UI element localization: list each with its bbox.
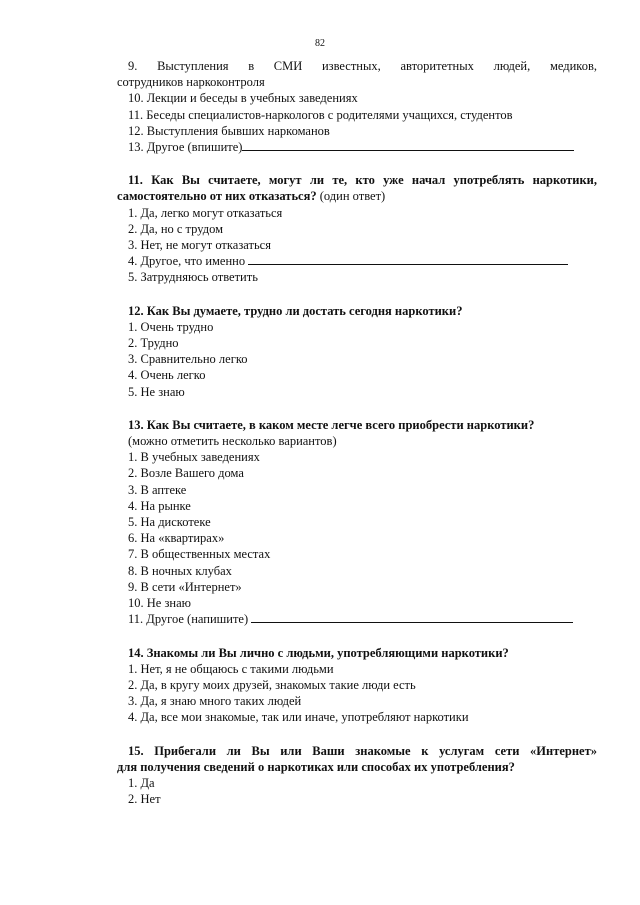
q13-option-2[interactable]: 2. Возле Вашего дома <box>128 466 244 481</box>
q15-option-1[interactable]: 1. Да <box>128 775 155 790</box>
question-15 <box>117 743 597 775</box>
write-in-line[interactable] <box>242 139 574 151</box>
q13-option-10[interactable]: 10. Не знаю <box>128 596 191 611</box>
question-15-line1: 15. Прибегали ли Вы или Ваши знакомые к услугам сети «Интернет» <box>128 743 597 758</box>
q12-option-3[interactable]: 3. Сравнительно легко <box>128 352 248 367</box>
q12-option-5[interactable]: 5. Не знаю <box>128 384 185 399</box>
q11-option-4-label: 4. Другое, что именно <box>128 254 246 269</box>
q13-option-7[interactable]: 7. В общественных местах <box>128 547 271 562</box>
q11-option-5[interactable]: 5. Затрудняюсь ответить <box>128 270 258 285</box>
question-15-line2: для получения сведений о наркотиках или способах их употребления? <box>117 759 515 774</box>
question-14-title: 14. Знакомы ли Вы лично с людьми, употребляющими наркотики? <box>128 645 509 660</box>
question-11-line2 <box>117 188 597 204</box>
q11-option-4[interactable] <box>117 253 597 269</box>
q14-option-1[interactable]: 1. Нет, я не общаюсь с такими людьми <box>128 661 334 676</box>
q14-option-3[interactable]: 3. Да, я знаю много таких людей <box>128 694 302 709</box>
q13-option-6[interactable]: 6. На «квартирах» <box>128 531 225 546</box>
question-12-title: 12. Как Вы думаете, трудно ли достать сегодня наркотики? <box>128 303 463 318</box>
question-11-line1: 11. Как Вы считаете, могут ли те, кто уже начал употреблять наркотики, <box>128 173 597 188</box>
intro-item-11: 11. Беседы специалистов-наркологов с родителями учащихся, студентов <box>128 107 513 122</box>
page-number: 82 <box>315 38 325 49</box>
q12-option-1[interactable]: 1. Очень трудно <box>128 319 214 334</box>
q14-option-2[interactable]: 2. Да, в кругу моих друзей, знакомых такие люди есть <box>128 677 416 692</box>
q13-option-8[interactable]: 8. В ночных клубах <box>128 563 232 578</box>
q14-option-4[interactable]: 4. Да, все мои знакомые, так или иначе, употребляют наркотики <box>128 710 469 725</box>
intro-item-13-label: 13. Другое (впишите) <box>128 140 243 155</box>
question-13-title: 13. Как Вы считаете, в каком месте легче всего приобрести наркотики? <box>128 417 535 432</box>
q12-option-4[interactable]: 4. Очень легко <box>128 368 206 383</box>
write-in-line[interactable] <box>248 253 568 265</box>
q13-option-4[interactable]: 4. На рынке <box>128 498 191 513</box>
q13-option-5[interactable]: 5. На дискотеке <box>128 515 211 530</box>
question-13-note: (можно отметить несколько вариантов) <box>128 434 337 449</box>
question-11-line2-text: самостоятельно от них отказаться? <box>117 189 317 204</box>
question-11-note: (один ответ) <box>319 189 386 204</box>
q15-option-2[interactable]: 2. Нет <box>128 792 161 807</box>
intro-item-9-line1: 9. Выступления в СМИ известных, авторитетных людей, медиков, <box>128 59 597 73</box>
q13-option-11-label: 11. Другое (напишите) <box>128 612 249 627</box>
intro-item-12: 12. Выступления бывших наркоманов <box>128 123 330 138</box>
q11-option-2[interactable]: 2. Да, но с трудом <box>128 221 224 236</box>
q13-option-9[interactable]: 9. В сети «Интернет» <box>128 579 242 594</box>
intro-item-10: 10. Лекции и беседы в учебных заведениях <box>128 91 358 106</box>
question-11 <box>117 172 597 204</box>
intro-item-9-line2: сотрудников наркоконтроля <box>117 75 265 90</box>
questionnaire-page <box>117 58 597 807</box>
q11-option-3[interactable]: 3. Нет, не могут отказаться <box>128 238 271 253</box>
q13-option-11[interactable] <box>117 611 597 627</box>
q13-option-1[interactable]: 1. В учебных заведениях <box>128 450 260 465</box>
q13-option-3[interactable]: 3. В аптеке <box>128 482 187 497</box>
write-in-line[interactable] <box>251 611 573 623</box>
q11-option-1[interactable]: 1. Да, легко могут отказаться <box>128 205 283 220</box>
q12-option-2[interactable]: 2. Трудно <box>128 336 179 351</box>
intro-item-13 <box>117 139 597 155</box>
